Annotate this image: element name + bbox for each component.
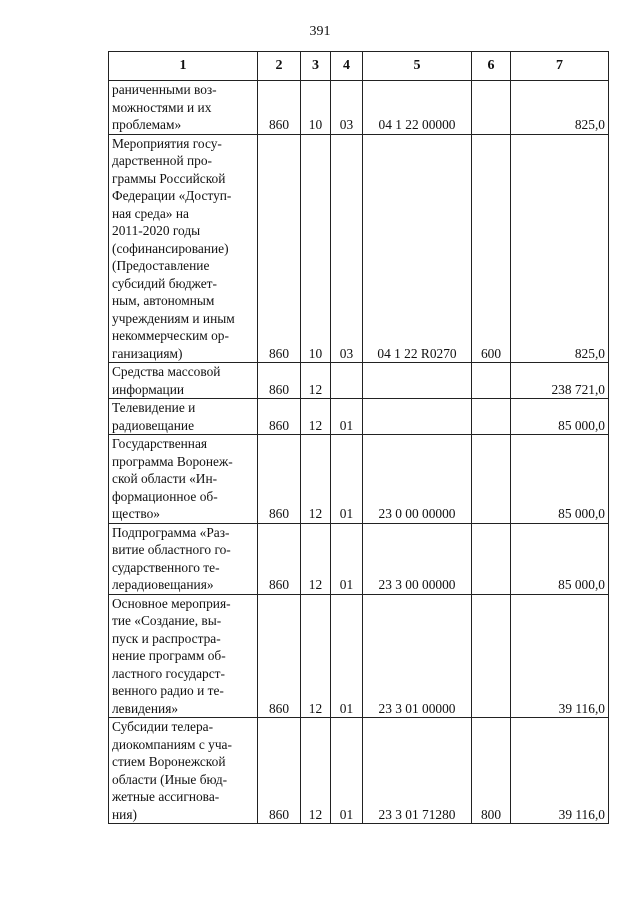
row-name: Средства массовой информации (109, 363, 258, 399)
table-row (109, 594, 609, 718)
row-section: 12 (301, 523, 331, 594)
header-row (109, 52, 609, 81)
row-amount: 85 000,0 (511, 435, 609, 524)
row-target-article (363, 363, 472, 399)
row-ministry: 860 (258, 594, 301, 718)
row-ministry: 860 (258, 523, 301, 594)
row-amount: 85 000,0 (511, 399, 609, 435)
table-row (109, 718, 609, 824)
row-expense-type: 800 (472, 718, 511, 824)
table-body (109, 81, 609, 824)
row-target-article: 23 3 00 00000 (363, 523, 472, 594)
row-ministry: 860 (258, 81, 301, 135)
row-target-article: 23 3 01 00000 (363, 594, 472, 718)
table-row (109, 399, 609, 435)
header-col-5: 5 (363, 52, 472, 81)
row-ministry: 860 (258, 363, 301, 399)
row-expense-type (472, 81, 511, 135)
row-amount: 825,0 (511, 81, 609, 135)
row-ministry: 860 (258, 134, 301, 363)
table-row (109, 363, 609, 399)
table-row (109, 81, 609, 135)
row-name: Мероприятия госу- дарственной про- граммы Российской Федерации «Доступ- ная среда» на 2011-2020 годы (софинансирование) (Предоставление субсидий бюджет- ным, автономным учреждениям и иным некоммерческим ор- ганизациям) (109, 134, 258, 363)
row-name: Субсидии телера- диокомпаниям с уча- стием Воронежской области (Иные бюд- жетные ассигнова- ния) (109, 718, 258, 824)
row-section: 10 (301, 81, 331, 135)
row-expense-type (472, 435, 511, 524)
row-section: 12 (301, 363, 331, 399)
row-expense-type (472, 594, 511, 718)
page-number: 391 (309, 24, 331, 39)
header-col-3: 3 (301, 52, 331, 81)
row-target-article: 04 1 22 R0270 (363, 134, 472, 363)
row-target-article (363, 399, 472, 435)
row-target-article: 23 0 00 00000 (363, 435, 472, 524)
row-subsection (331, 363, 363, 399)
row-name: Основное мероприя- тие «Создание, вы- пуск и распростра- нение программ об- ластного государст- венного радио и те- левидения» (109, 594, 258, 718)
row-amount: 238 721,0 (511, 363, 609, 399)
row-subsection: 01 (331, 399, 363, 435)
table-row (109, 435, 609, 524)
row-subsection: 01 (331, 594, 363, 718)
header-col-1: 1 (109, 52, 258, 81)
row-section: 10 (301, 134, 331, 363)
header-col-4: 4 (331, 52, 363, 81)
row-section: 12 (301, 594, 331, 718)
row-expense-type (472, 363, 511, 399)
row-subsection: 03 (331, 81, 363, 135)
row-amount: 85 000,0 (511, 523, 609, 594)
row-ministry: 860 (258, 718, 301, 824)
row-name: Подпрограмма «Раз- витие областного го- сударственного те- лерадиовещания» (109, 523, 258, 594)
row-subsection: 03 (331, 134, 363, 363)
header-col-7: 7 (511, 52, 609, 81)
table-header (109, 52, 609, 81)
row-subsection: 01 (331, 523, 363, 594)
header-col-6: 6 (472, 52, 511, 81)
table-row (109, 523, 609, 594)
row-section: 12 (301, 399, 331, 435)
row-name: Телевидение и радиовещание (109, 399, 258, 435)
row-expense-type (472, 523, 511, 594)
budget-table (108, 51, 609, 824)
header-col-2: 2 (258, 52, 301, 81)
row-expense-type: 600 (472, 134, 511, 363)
row-target-article: 23 3 01 71280 (363, 718, 472, 824)
row-ministry: 860 (258, 435, 301, 524)
row-section: 12 (301, 718, 331, 824)
row-amount: 825,0 (511, 134, 609, 363)
table-row (109, 134, 609, 363)
row-target-article: 04 1 22 00000 (363, 81, 472, 135)
row-amount: 39 116,0 (511, 594, 609, 718)
row-amount: 39 116,0 (511, 718, 609, 824)
row-ministry: 860 (258, 399, 301, 435)
row-subsection: 01 (331, 435, 363, 524)
row-name: раниченными воз- можностями и их проблемам» (109, 81, 258, 135)
row-expense-type (472, 399, 511, 435)
row-section: 12 (301, 435, 331, 524)
row-name: Государственная программа Воронеж- ской области «Ин- формационное об- щество» (109, 435, 258, 524)
row-subsection: 01 (331, 718, 363, 824)
